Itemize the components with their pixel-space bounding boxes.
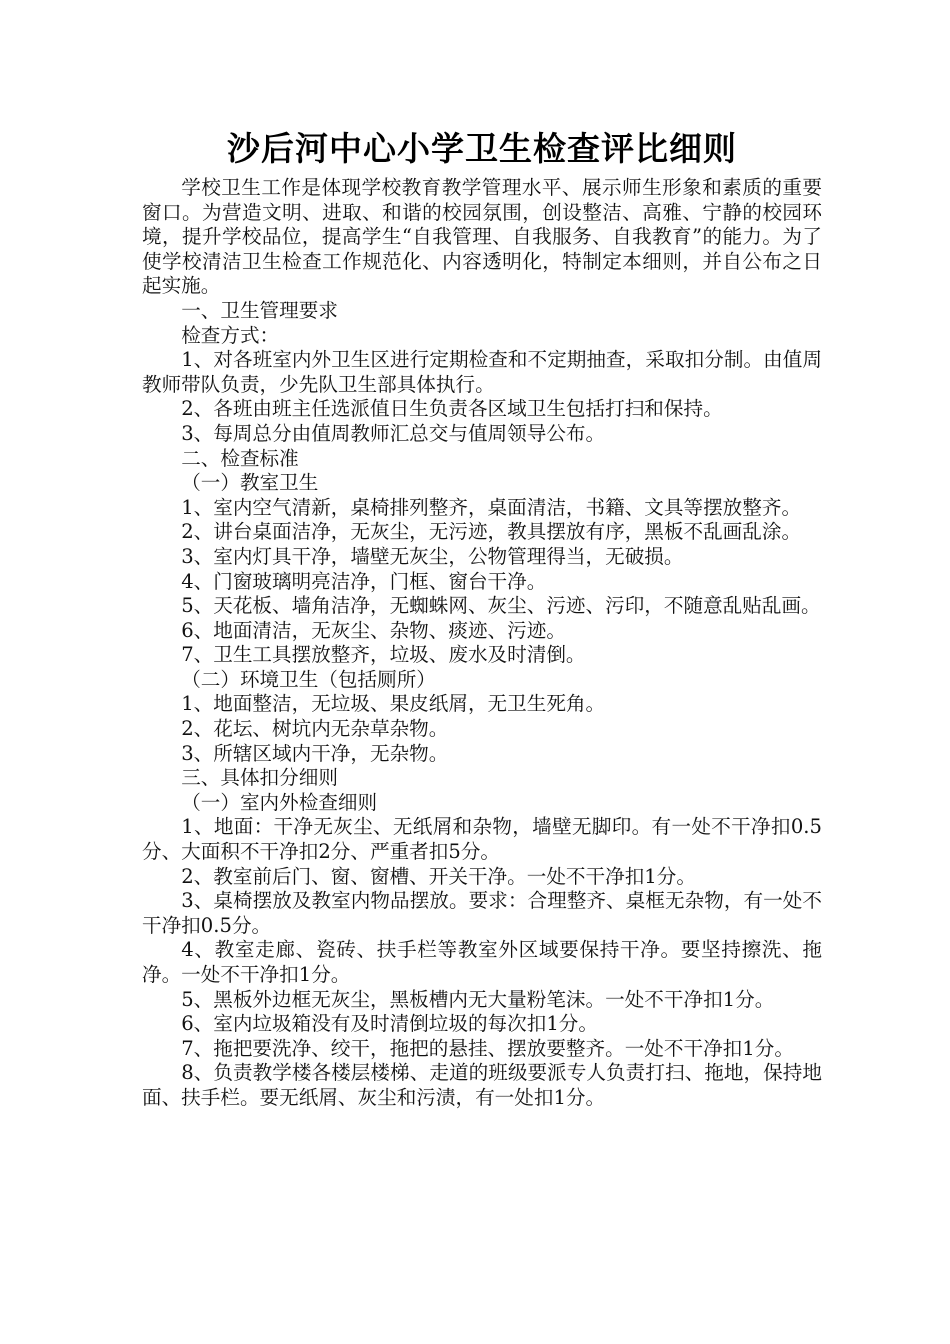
list-item: 1、室内空气清新，桌椅排列整齐，桌面清洁，书籍、文具等摆放整齐。 <box>181 495 802 519</box>
list-item: 3、每周总分由值周教师汇总交与值周领导公布。 <box>181 421 606 445</box>
list-item: 5、天花板、墙角洁净，无蜘蛛网、灰尘、污迹、污印，不随意乱贴乱画。 <box>181 594 821 618</box>
list-item: 4、教室走廊、瓷砖、扶手栏等教室外区域要保持干净。要坚持擦洗、拖净。一处不干净扣1分。 <box>142 938 822 986</box>
list-item: 3、室内灯具干净，墙壁无灰尘，公物管理得当，无破损。 <box>181 544 684 568</box>
subsection-heading: （二）环境卫生（包括厕所） <box>181 667 436 691</box>
subsection-heading: （一）室内外检查细则 <box>181 790 378 814</box>
list-item: 3、所辖区域内干净，无杂物。 <box>181 741 449 765</box>
subsection-heading: （一）教室卫生 <box>181 471 319 495</box>
list-item: 2、教室前后门、窗、窗槽、开关干净。一处不干净扣1分。 <box>181 864 696 888</box>
section-heading: 二、检查标准 <box>181 446 299 470</box>
list-item: 2、各班由班主任选派值日生负责各区域卫生包括打扫和保持。 <box>181 397 723 421</box>
section-heading: 一、卫生管理要求 <box>181 298 338 322</box>
list-item: 5、黑板外边框无灰尘，黑板槽内无大量粉笔沫。一处不干净扣1分。 <box>181 987 775 1011</box>
list-item: 2、花坛、树坑内无杂草杂物。 <box>181 717 449 741</box>
list-item: 7、卫生工具摆放整齐，垃圾、废水及时清倒。 <box>181 643 586 667</box>
list-item: 6、地面清洁，无灰尘、杂物、痰迹、污迹。 <box>181 618 566 642</box>
list-item: 7、拖把要洗净、绞干，拖把的悬挂、摆放要整齐。一处不干净扣1分。 <box>181 1036 794 1060</box>
section-heading: 三、具体扣分细则 <box>181 766 338 790</box>
list-item: 8、负责教学楼各楼层楼梯、走道的班级要派专人负责打扫、拖地，保持地面、扶手栏。要无纸屑、灰尘和污渍，有一处扣1分。 <box>142 1061 822 1109</box>
list-item: 3、桌椅摆放及教室内物品摆放。要求：合理整齐、桌框无杂物，有一处不干净扣0.5分。 <box>142 889 822 937</box>
list-item: 2、讲台桌面洁净，无灰尘，无污迹，教具摆放有序，黑板不乱画乱涂。 <box>181 520 802 544</box>
paragraph: 检查方式： <box>181 323 280 347</box>
list-item: 1、地面：干净无灰尘、无纸屑和杂物，墙壁无脚印。有一处不干净扣0.5分、大面积不干净扣2分、严重者扣5分。 <box>142 815 822 864</box>
list-item: 6、室内垃圾箱没有及时清倒垃圾的每次扣1分。 <box>181 1012 598 1036</box>
list-item: 4、门窗玻璃明亮洁净，门框、窗台干净。 <box>181 569 547 593</box>
document-page <box>142 122 822 1111</box>
list-item: 1、对各班室内外卫生区进行定期检查和不定期抽查，采取扣分制。由值周教师带队负责，少先队卫生部具体执行。 <box>142 348 822 396</box>
document-title: 沙后河中心小学卫生检查评比细则 <box>227 129 737 168</box>
paragraph-intro: 学校卫生工作是体现学校教育教学管理水平、展示师生形象和素质的重要窗口。为营造文明、进取、和谐的校园氛围，创设整洁、高雅、宁静的校园环境，提升学校品位，提高学生“自我管理、自我服务、自我教育”的能力。为了使学校清洁卫生检查工作规范化、内容透明化，特制定本细则，并自公布之日起实施。 <box>142 176 822 298</box>
document-body <box>142 176 822 1111</box>
list-item: 1、地面整洁，无垃圾、果皮纸屑，无卫生死角。 <box>181 692 606 716</box>
